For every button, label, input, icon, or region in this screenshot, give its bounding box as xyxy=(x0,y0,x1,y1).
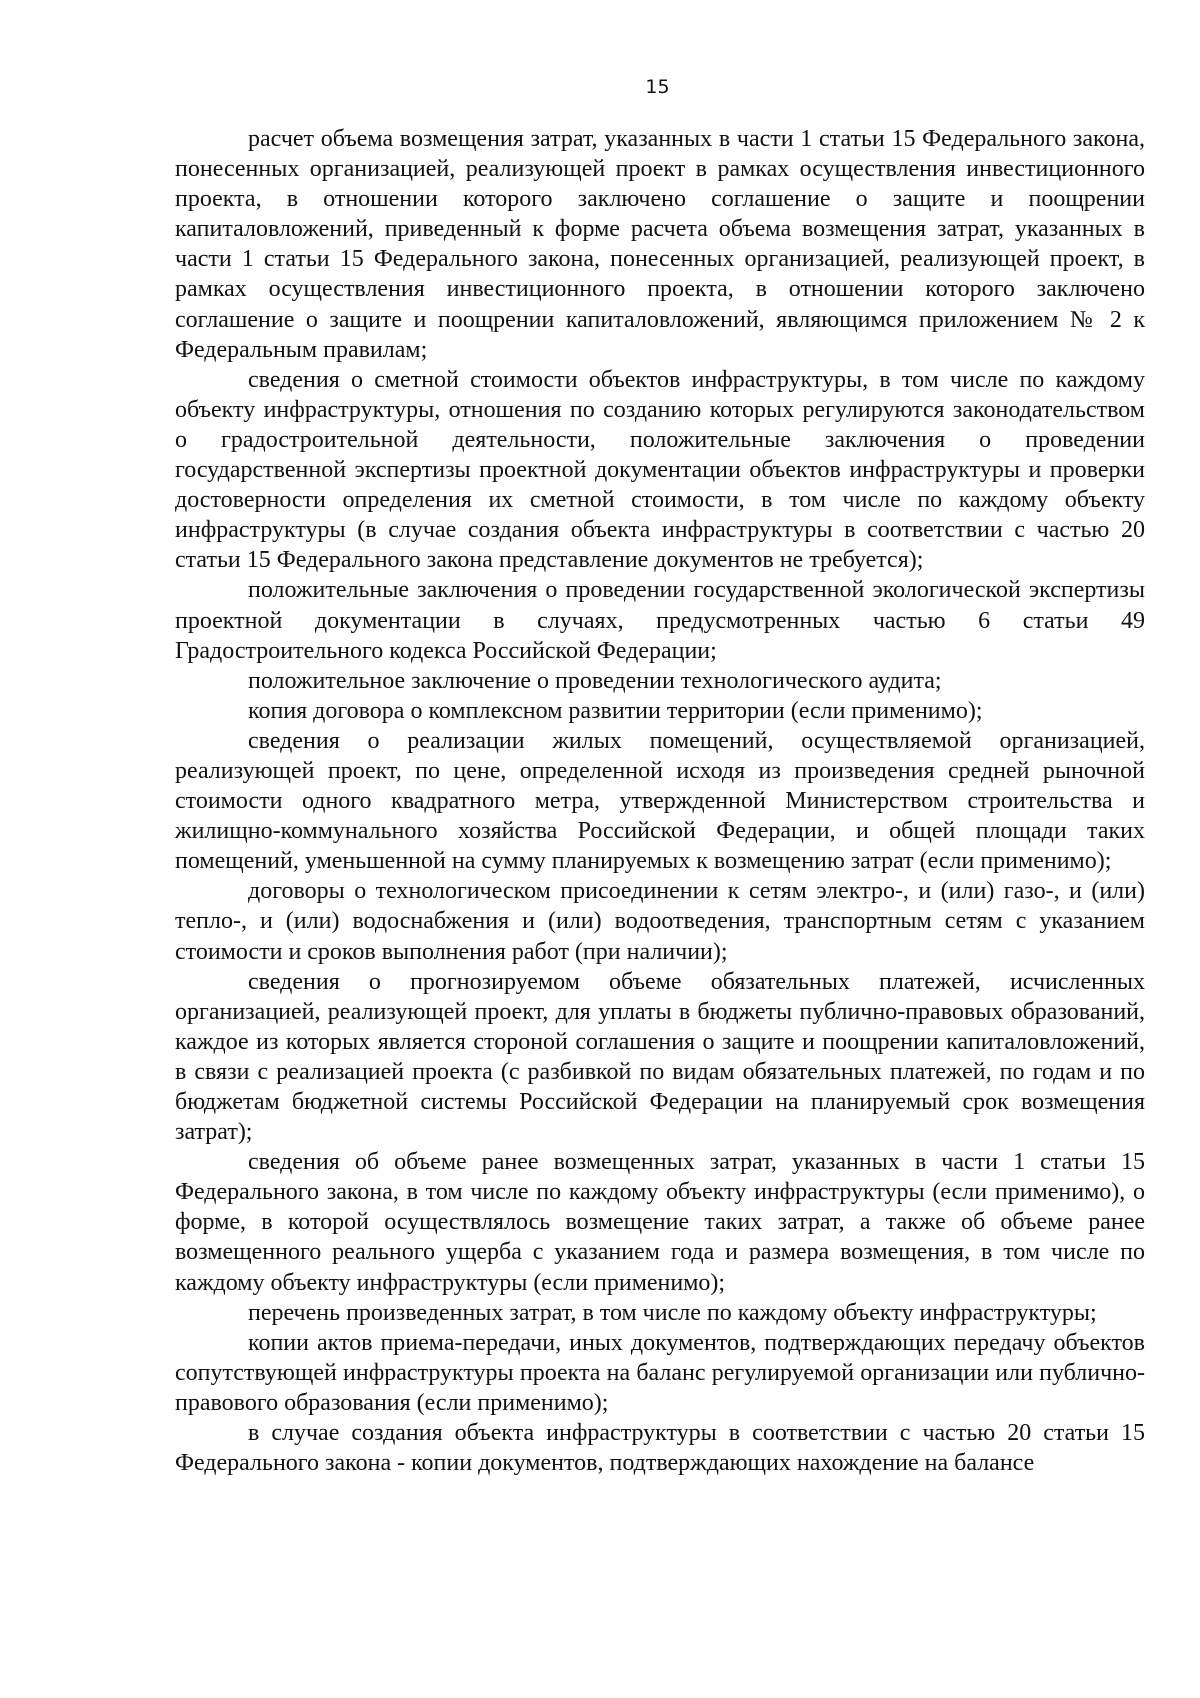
paragraph-transfer-acts: копии актов приема-передачи, иных документов, подтверждающих передачу объектов сопутствующей инфраструктуры проекта на баланс регулируемой организации или публично-правового образования (если применимо); xyxy=(175,1329,1145,1416)
paragraph-previous-compensation: сведения об объеме ранее возмещенных затрат, указанных в части 1 статьи 15 Федерального закона, в том числе по каждому объекту инфраструктуры (если применимо), о форме, в которой осуществлялось возмещение таких затрат, а также об объеме ранее возмещенного реального ущерба с указанием года и размера возмещения, в том числе по каждому объекту инфраструктуры (если применимо); xyxy=(175,1149,1145,1296)
paragraph-estimated-cost: сведения о сметной стоимости объектов инфраструктуры, в том числе по каждому объекту инфраструктуры, отношения по созданию которых регулируются законодательством о градостроительной деятельности, положительные заключения о проведении государственной экспертизы проектной документации объектов инфраструктуры и проверки достоверности определения их сметной стоимости, в том числе по каждому объекту инфраструктуры (в случае создания объекта инфраструктуры в соответствии с частью 20 статьи 15 Федерального закона представление документов не требуется); xyxy=(175,366,1145,574)
paragraph-territory-contract: копия договора о комплексном развитии территории (если применимо); xyxy=(248,697,983,724)
paragraph-cost-list: перечень произведенных затрат, в том числе по каждому объекту инфраструктуры; xyxy=(248,1299,1097,1326)
paragraph-balance-documents: в случае создания объекта инфраструктуры в соответствии с частью 20 статьи 15 Федерального закона - копии документов, подтверждающих нахождение на балансе xyxy=(175,1420,1145,1477)
paragraph-ecological-expertise: положительные заключения о проведении государственной экологической экспертизы проектной документации в случаях, предусмотренных частью 6 статьи 49 Градостроительного кодекса Российской Федерации; xyxy=(175,577,1145,664)
document-body xyxy=(175,124,1145,1478)
paragraph-technology-audit: положительное заключение о проведении технологического аудита; xyxy=(248,667,942,694)
paragraph-cost-calculation: расчет объема возмещения затрат, указанных в части 1 статьи 15 Федерального закона, понесенных организацией, реализующей проект в рамках осуществления инвестиционного проекта, в отношении которого заключено соглашение о защите и поощрении капиталовложений, приведенный к форме расчета объема возмещения затрат, указанных в части 1 статьи 15 Федерального закона, понесенных организацией, реализующей проект, в рамках осуществления инвестиционного проекта, в отношении которого заключено соглашение о защите и поощрении капиталовложений, являющимся приложением № 2 к Федеральным правилам; xyxy=(175,126,1145,363)
paragraph-housing-sales: сведения о реализации жилых помещений, осуществляемой организацией, реализующей проект, по цене, определенной исходя из произведения средней рыночной стоимости одного квадратного метра, утвержденной Министерством строительства и жилищно-коммунального хозяйства Российской Федерации, и общей площади таких помещений, уменьшенной на сумму планируемых к возмещению затрат (если применимо); xyxy=(175,727,1145,875)
paragraph-mandatory-payments: сведения о прогнозируемом объеме обязательных платежей, исчисленных организацией, реализующей проект, для уплаты в бюджеты публично-правовых образований, каждое из которых является стороной соглашения о защите и поощрении капиталовложений, в связи с реализацией проекта (с разбивкой по видам обязательных платежей, по годам и по бюджетам бюджетной системы Российской Федерации на планируемый срок возмещения затрат); xyxy=(175,968,1145,1146)
paragraph-utility-connection: договоры о технологическом присоединении к сетям электро-, и (или) газо-, и (или) тепло-, и (или) водоснабжения и (или) водоотведения, транспортным сетям с указанием стоимости и сроков выполнения работ (при наличии); xyxy=(175,878,1145,965)
page-number: 15 xyxy=(645,76,670,98)
